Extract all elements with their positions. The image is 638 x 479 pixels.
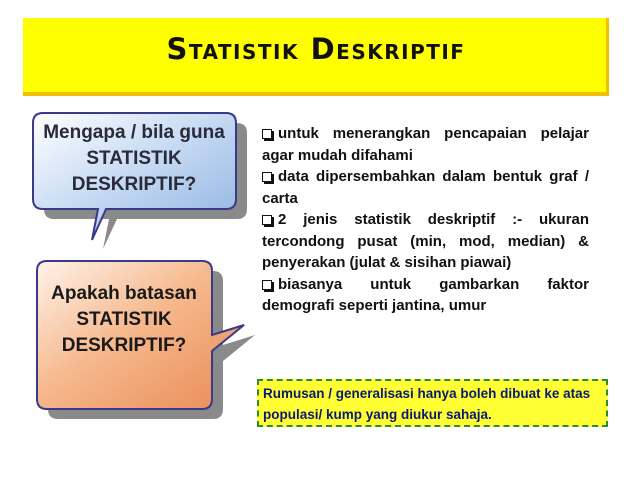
bullet-item [262, 274, 589, 317]
checkbox-bullet-icon [262, 215, 272, 225]
checkbox-bullet-icon [262, 280, 272, 290]
bullet-text: untuk menerangkan pencapaian pelajar agar mudah difahami [262, 125, 589, 164]
bullet-item [262, 209, 589, 274]
bullet-text: 2 jenis statistik deskriptif :- ukuran tercondong pusat (min, mod, median) & penyerakan (julat & sisihan piawai) [262, 211, 589, 271]
slide-title: Statistik Deskriptif [166, 32, 466, 66]
callout-question-why: Mengapa / bila guna STATISTIK DESKRIPTIF? [43, 122, 225, 195]
checkbox-bullet-icon [262, 129, 272, 139]
checkbox-bullet-icon [262, 172, 272, 182]
bullet-item [262, 166, 589, 209]
callout-question-scope: Apakah batasan STATISTIK DESKRIPTIF? [51, 283, 197, 356]
bullet-text: biasanya untuk gambarkan faktor demografi seperti jantina, umur [262, 275, 589, 314]
bullet-item [262, 123, 589, 166]
note-box: Rumusan / generalisasi hanya boleh dibuat ke atas populasi/ kump yang diukur sahaja. [257, 379, 608, 427]
bullet-list [262, 123, 589, 317]
bullet-text: data dipersembahkan dalam bentuk graf / carta [262, 168, 589, 207]
